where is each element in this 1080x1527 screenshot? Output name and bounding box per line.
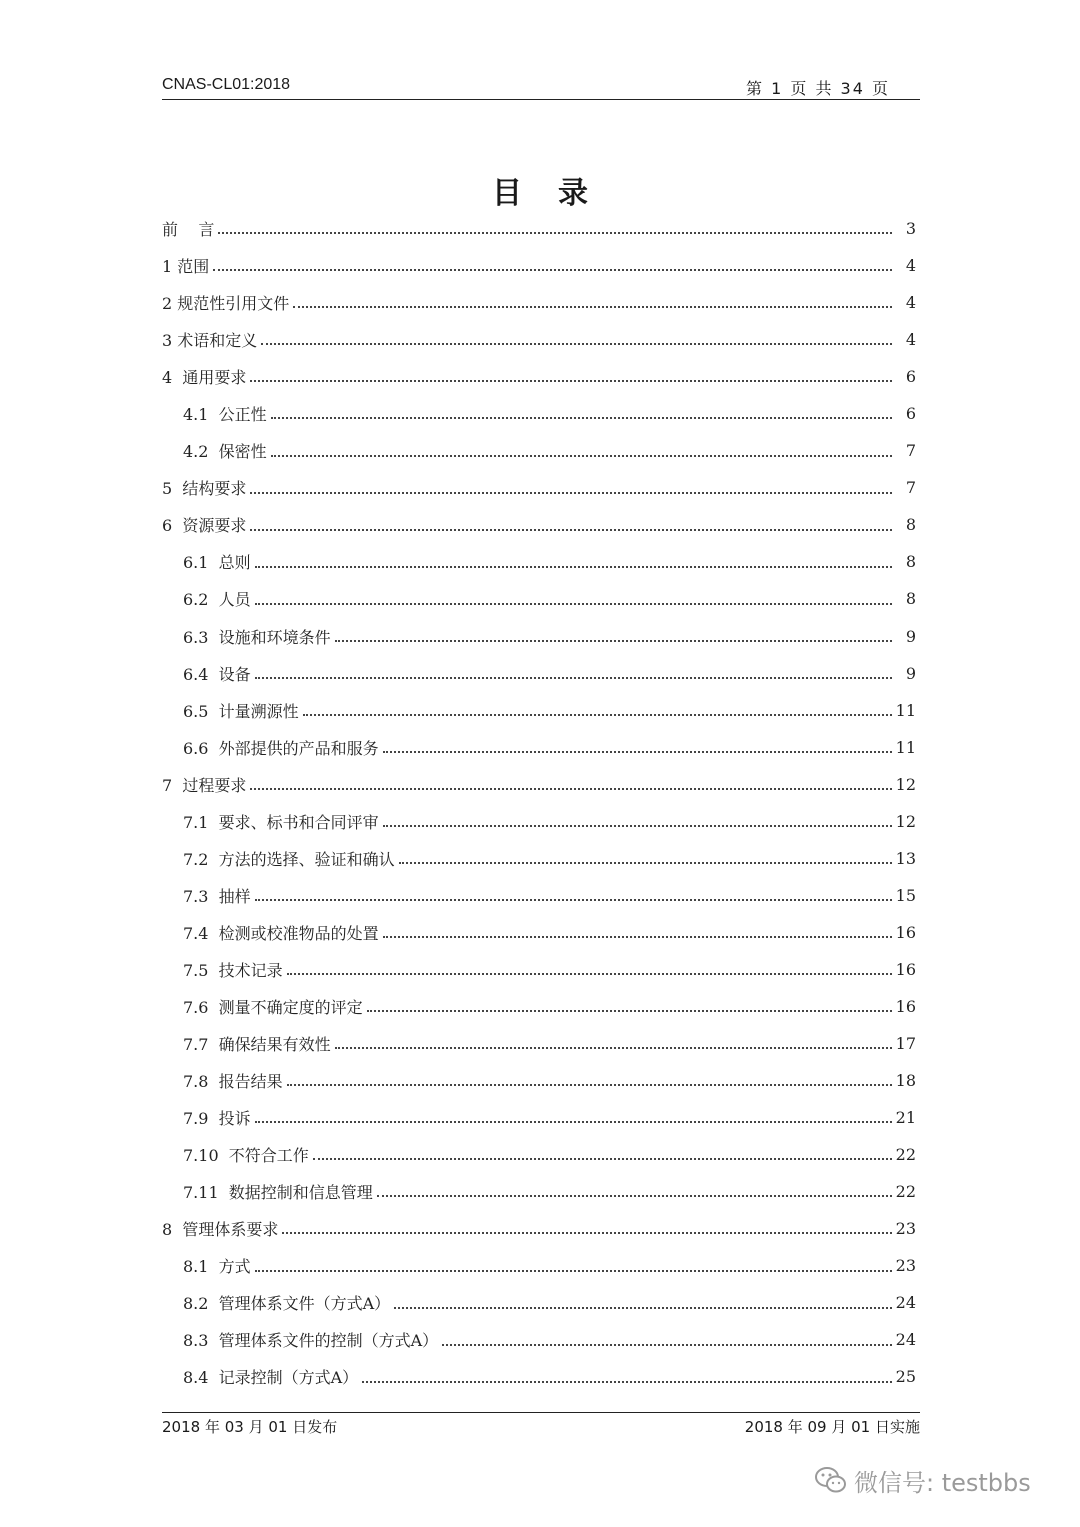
page-number-info: 第 1 页 共 34 页 (746, 79, 890, 98)
toc-entry[interactable] (162, 580, 920, 617)
toc-entry[interactable] (162, 877, 920, 914)
toc-entry[interactable] (162, 618, 920, 655)
toc-leader-dots (362, 1358, 891, 1395)
toc-leader-dots (287, 951, 892, 988)
toc-leader-dots (377, 1173, 892, 1210)
toc-entry-page: 4 (905, 256, 916, 276)
toc-leader-dots (261, 321, 892, 358)
toc-entry-label: 5 结构要求 (162, 479, 247, 499)
toc-entry-page: 18 (895, 1071, 916, 1091)
toc-entry-page: 11 (895, 700, 916, 720)
toc-entry-page: 12 (895, 774, 916, 794)
footer-rule (162, 1412, 920, 1413)
toc-entry[interactable] (162, 1284, 920, 1321)
toc-entry-page: 23 (895, 1256, 916, 1276)
toc-entry-page: 15 (895, 885, 916, 905)
toc-entry[interactable] (162, 1025, 920, 1062)
toc-entry-page: 6 (905, 367, 916, 387)
toc-entry-page: 13 (895, 848, 916, 868)
toc-entry[interactable] (162, 840, 920, 877)
toc-entry[interactable] (162, 1247, 920, 1284)
toc-entry[interactable] (162, 469, 920, 506)
toc-entry-label: 前 言 (162, 220, 215, 240)
toc-entry-page: 3 (905, 219, 916, 239)
toc-entry[interactable] (162, 1173, 920, 1210)
toc-entry-page: 16 (895, 959, 916, 979)
toc-entry[interactable] (162, 729, 920, 766)
toc-entry-page: 23 (895, 1219, 916, 1239)
toc-entry-page: 7 (905, 441, 916, 461)
toc-leader-dots (255, 1099, 892, 1136)
toc-entry[interactable] (162, 506, 920, 543)
toc-leader-dots (383, 729, 892, 766)
toc-leader-dots (271, 395, 892, 432)
toc-entry-page: 11 (895, 737, 916, 757)
toc-leader-dots (293, 284, 892, 321)
toc-entry[interactable] (162, 1099, 920, 1136)
toc-entry[interactable] (162, 914, 920, 951)
toc-leader-dots (255, 1247, 892, 1284)
toc-entry[interactable] (162, 655, 920, 692)
issue-date: 2018 年 03 月 01 日发布 (162, 1418, 338, 1436)
toc-entry[interactable] (162, 321, 920, 358)
toc-entry-label: 7.11 数据控制和信息管理 (183, 1183, 373, 1203)
header-rule (162, 99, 920, 100)
page-footer (162, 1416, 920, 1438)
toc-leader-dots (313, 1136, 892, 1173)
toc-leader-dots (250, 766, 891, 803)
toc-entry[interactable] (162, 1210, 920, 1247)
toc-entry-page: 17 (895, 1034, 916, 1054)
watermark (814, 1460, 1031, 1500)
document-code: CNAS-CL01:2018 (162, 76, 291, 93)
toc-entry-page: 8 (905, 552, 916, 572)
toc-entry-label: 6.5 计量溯源性 (183, 701, 299, 721)
toc-entry-label: 8.3 管理体系文件的控制（方式A） (183, 1331, 439, 1351)
toc-entry[interactable] (162, 1136, 920, 1173)
toc-entry-page: 8 (905, 589, 916, 609)
toc-leader-dots (213, 247, 892, 284)
toc-entry-page: 9 (905, 663, 916, 683)
toc-entry-label: 7.9 投诉 (183, 1109, 251, 1129)
toc-entry-label: 7.1 要求、标书和合同评审 (183, 812, 379, 832)
effective-date: 2018 年 09 月 01 日实施 (744, 1418, 920, 1436)
toc-entry[interactable] (162, 951, 920, 988)
toc-entry-page: 24 (895, 1293, 916, 1313)
toc-entry-label: 7.6 测量不确定度的评定 (183, 998, 363, 1017)
toc-leader-dots (383, 803, 892, 840)
toc-entry-page: 16 (895, 997, 916, 1016)
toc-entry-label: 8.4 记录控制（方式A） (183, 1368, 359, 1388)
toc-leader-dots (367, 988, 892, 1025)
toc-entry[interactable] (162, 284, 920, 321)
toc-entry-label: 7.5 技术记录 (183, 960, 283, 980)
toc-entry-label: 8.2 管理体系文件（方式A） (183, 1294, 391, 1314)
toc-leader-dots (250, 506, 892, 543)
toc-entry-page: 4 (905, 330, 916, 350)
toc-entry[interactable] (162, 210, 920, 247)
toc-entry-page: 8 (905, 515, 916, 535)
toc-leader-dots (250, 358, 892, 395)
toc-entry-page: 9 (905, 626, 916, 646)
toc-leader-dots (383, 914, 892, 951)
toc-entry-page: 22 (895, 1145, 916, 1165)
toc-entry[interactable] (162, 395, 920, 432)
toc-entry-label: 6.4 设备 (183, 664, 251, 684)
toc-entry[interactable] (162, 543, 920, 580)
toc-entry[interactable] (162, 1321, 920, 1358)
toc-entry-label: 4 通用要求 (162, 368, 247, 388)
toc-leader-dots (218, 210, 892, 247)
toc-entry-label: 7.8 报告结果 (183, 1072, 283, 1092)
toc-leader-dots (442, 1321, 891, 1358)
toc-leader-dots (303, 692, 892, 729)
toc-entry-label: 7.3 抽样 (183, 886, 251, 906)
toc-entry-page: 4 (905, 293, 916, 313)
toc-entry[interactable] (162, 1062, 920, 1099)
toc-entry-label: 6 资源要求 (162, 516, 247, 536)
toc-entry-page: 22 (895, 1182, 916, 1202)
toc-leader-dots (282, 1210, 891, 1247)
toc-entry[interactable] (162, 358, 920, 395)
watermark-text: 微信号: testbbs (854, 1468, 1031, 1497)
toc-leader-dots (255, 543, 892, 580)
toc-entry[interactable] (162, 247, 920, 284)
toc-entry-page: 25 (895, 1367, 916, 1387)
toc-entry-label: 7 过程要求 (162, 775, 247, 795)
toc-entry-label: 7.4 检测或校准物品的处置 (183, 923, 379, 943)
page-title: 目录 (492, 176, 624, 211)
toc-entry-label: 7.7 确保结果有效性 (183, 1035, 331, 1055)
toc-leader-dots (335, 1025, 892, 1062)
toc-leader-dots (394, 1284, 891, 1321)
toc-entry-label: 3 术语和定义 (162, 331, 258, 351)
toc-entry-page: 7 (905, 478, 916, 498)
toc-leader-dots (271, 432, 892, 469)
toc-entry-label: 6.3 设施和环境条件 (183, 627, 331, 647)
toc-entry-page: 12 (895, 811, 916, 831)
toc-entry-page: 6 (905, 404, 916, 424)
toc-entry[interactable] (162, 432, 920, 469)
toc-entry-page: 21 (895, 1108, 916, 1128)
toc-leader-dots (250, 469, 892, 506)
toc-entry-label: 4.2 保密性 (183, 442, 267, 462)
toc-leader-dots (255, 580, 892, 617)
toc-entry[interactable] (162, 1358, 920, 1395)
toc-entry[interactable] (162, 803, 920, 840)
toc-entry-label: 7.2 方法的选择、验证和确认 (183, 849, 395, 869)
toc-entry-label: 4.1 公正性 (183, 405, 267, 425)
toc-entry-label: 6.2 人员 (183, 590, 251, 610)
toc-leader-dots (399, 840, 892, 877)
toc-leader-dots (255, 655, 892, 692)
toc-leader-dots (335, 618, 892, 655)
toc-entry-page: 16 (895, 922, 916, 942)
toc-entry-label: 8.1 方式 (183, 1257, 251, 1277)
toc-entry-page: 24 (895, 1330, 916, 1350)
toc-entry[interactable] (162, 692, 920, 729)
page-header (162, 76, 920, 100)
toc-entry[interactable] (162, 766, 920, 803)
toc-entry-label: 6.1 总则 (183, 553, 251, 573)
toc-entry-label: 2 规范性引用文件 (162, 294, 290, 314)
wechat-icon (814, 1465, 848, 1495)
table-of-contents (162, 210, 920, 1396)
toc-entry-label: 6.6 外部提供的产品和服务 (183, 738, 379, 758)
toc-entry-label: 8 管理体系要求 (162, 1220, 279, 1240)
toc-entry[interactable] (162, 988, 920, 1025)
toc-entry-label: 1 范围 (162, 257, 210, 277)
toc-leader-dots (255, 877, 892, 914)
toc-entry-label: 7.10 不符合工作 (183, 1146, 309, 1166)
toc-leader-dots (287, 1062, 892, 1099)
